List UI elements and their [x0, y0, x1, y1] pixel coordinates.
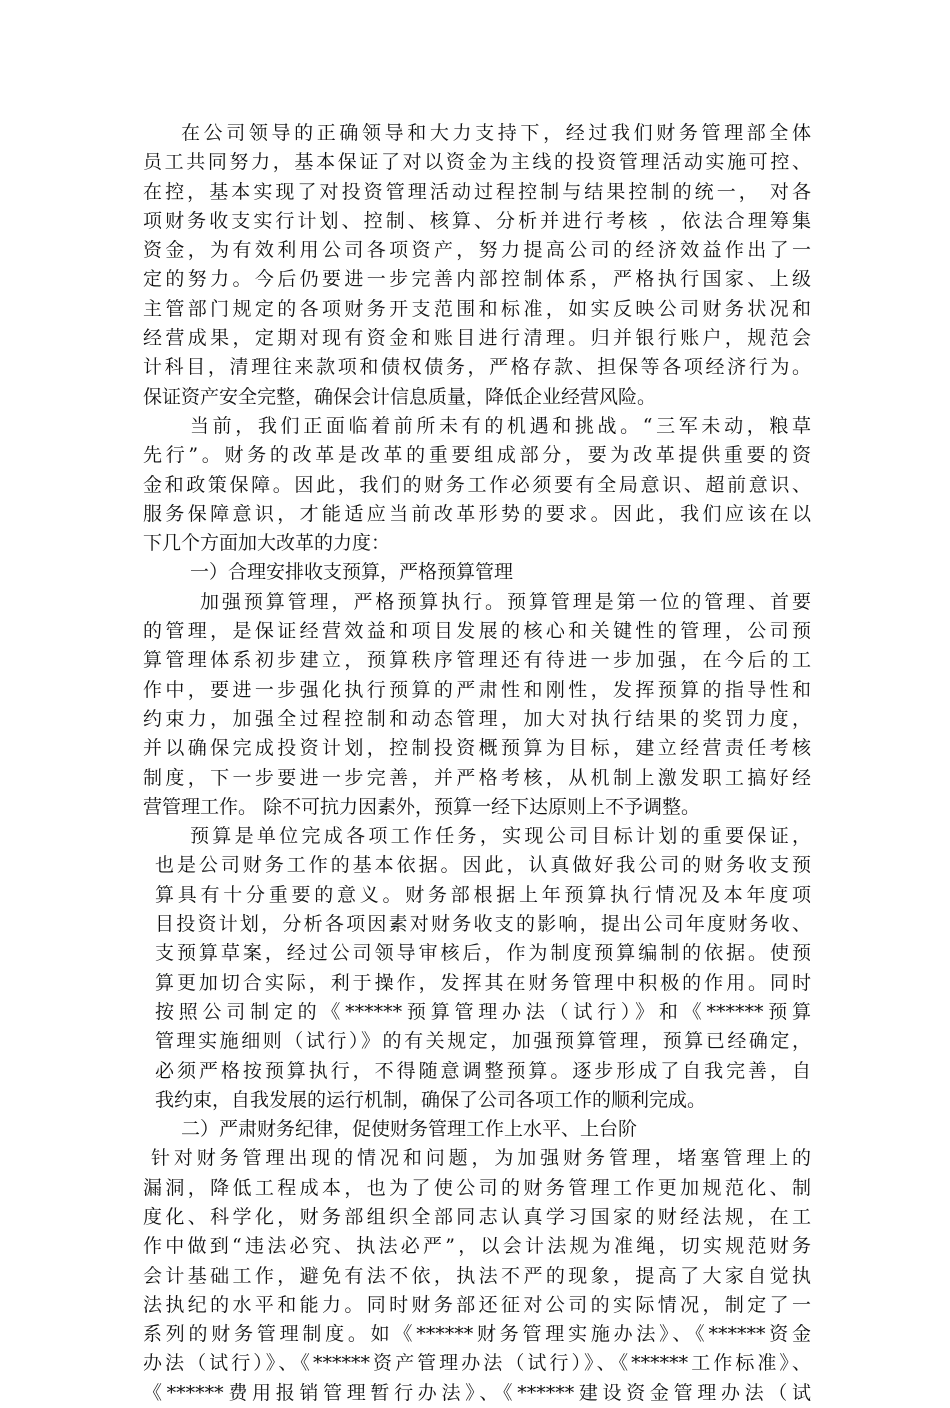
text-line: 法执纪的水平和能力。同时财务部还征对公司的实际情况，制定了一 — [143, 1293, 811, 1316]
document-body — [143, 119, 811, 1408]
text-line: 系列的财务管理制度。如《******财务管理实施办法》、《******资金 — [143, 1323, 811, 1346]
text-line: 服务保障意识，才能适应当前改革形势的要求。因此，我们应该在以 — [143, 502, 811, 525]
text-line: 我约束，自我发展的运行机制，确保了公司各项工作的顺利完成。 — [155, 1088, 707, 1111]
text-line: 经营成果，定期对现有资金和账目进行清理。归并银行账户，规范会 — [143, 327, 811, 350]
text-line: 算更加切合实际，利于操作，发挥其在财务管理中积极的作用。同时 — [155, 971, 811, 994]
text-line: 作中做到“违法必究、执法必严”，以会计法规为准绳，切实规范财务 — [143, 1235, 811, 1258]
text-line: 支预算草案，经过公司领导审核后，作为制度预算编制的依据。使预 — [155, 942, 811, 965]
text-line: 算具有十分重要的意义。财务部根据上年预算执行情况及本年度项 — [155, 883, 811, 906]
text-line: 预算是单位完成各项工作任务，实现公司目标计划的重要保证， — [190, 825, 811, 848]
text-line: 针对财务管理出现的情况和问题，为加强财务管理，堵塞管理上的 — [151, 1147, 811, 1170]
text-line: 在控，基本实现了对投资管理活动过程控制与结果控制的统一， 对各 — [143, 180, 811, 203]
text-line: 定的努力。今后仍要进一步完善内部控制体系，严格执行国家、上级 — [143, 268, 811, 291]
text-line: 漏洞，降低工程成本，也为了使公司的财务管理工作更加规范化、制 — [143, 1176, 811, 1199]
text-line: 作中，要进一步强化执行预算的严肃性和刚性，发挥预算的指导性和 — [143, 678, 811, 701]
text-line: 也是公司财务工作的基本依据。因此，认真做好我公司的财务收支预 — [155, 854, 811, 877]
text-line: 当前，我们正面临着前所未有的机遇和挑战。“三军未动，粮草 — [190, 414, 811, 437]
text-line: 管理实施细则（试行）》的有关规定，加强预算管理，预算已经确定， — [155, 1030, 811, 1053]
text-line: 会计基础工作，避免有法不依，执法不严的现象，提高了大家自觉执 — [143, 1264, 811, 1287]
text-line: 必须严格按预算执行，不得随意调整预算。逐步形成了自我完善，自 — [155, 1059, 811, 1082]
text-line: 资金，为有效利用公司各项资产，努力提高公司的经济效益作出了一 — [143, 239, 811, 262]
text-line: 算管理体系初步建立，预算秩序管理还有待进一步加强，在今后的工 — [143, 649, 811, 672]
text-line: 目投资计划，分析各项因素对财务收支的影响，提出公司年度财务收、 — [155, 913, 811, 936]
text-line: 员工共同努力，基本保证了对以资金为主线的投资管理活动实施可控、 — [143, 151, 811, 174]
text-line: 并以确保完成投资计划，控制投资概预算为目标，建立经营责任考核 — [143, 737, 811, 760]
text-line: 《******费用报销管理暂行办法》、《******建设资金管理办法（试 — [143, 1381, 811, 1404]
section-heading: 一）合理安排收支预算，严格预算管理 — [190, 561, 514, 584]
text-line: 办法（试行）》、《******资产管理办法（试行）》、《******工作标准》、 — [143, 1352, 811, 1375]
text-line: 下几个方面加大改革的力度： — [143, 532, 391, 555]
text-line: 项财务收支实行计划、控制、核算、分析并进行考核 ，依法合理筹集 — [143, 209, 811, 232]
text-line: 按照公司制定的《******预算管理办法（试行）》和《******预算 — [155, 1000, 811, 1023]
text-line: 计科目，清理往来款项和债权债务，严格存款、担保等各项经济行为。 — [143, 356, 811, 379]
text-line: 制度，下一步要进一步完善，并严格考核，从机制上激发职工搞好经 — [143, 766, 811, 789]
text-line: 在公司领导的正确领导和大力支持下，经过我们财务管理部全体 — [181, 122, 811, 144]
text-line: 主管部门规定的各项财务开支范围和标准，如实反映公司财务状况和 — [143, 297, 811, 320]
text-line: 金和政策保障。因此，我们的财务工作必须要有全局意识、超前意识、 — [143, 473, 811, 496]
text-line: 度化、科学化，财务部组织全部同志认真学习国家的财经法规，在工 — [143, 1205, 811, 1228]
text-line: 约束力，加强全过程控制和动态管理，加大对执行结果的奖罚力度， — [143, 707, 811, 730]
text-line: 先行”。财务的改革是改革的重要组成部分，要为改革提供重要的资 — [143, 444, 811, 467]
text-line: 的管理，是保证经营效益和项目发展的核心和关键性的管理，公司预 — [143, 620, 811, 643]
text-line: 保证资产安全完整，确保会计信息质量，降低企业经营风险。 — [143, 385, 657, 408]
text-line: 营管理工作。 除不可抗力因素外，预算一经下达原则上不予调整。 — [143, 795, 701, 818]
text-line: 加强预算管理，严格预算执行。预算管理是第一位的管理、首要 — [200, 590, 811, 613]
section-heading: 二）严肃财务纪律，促使财务管理工作上水平、上台阶 — [181, 1118, 638, 1141]
